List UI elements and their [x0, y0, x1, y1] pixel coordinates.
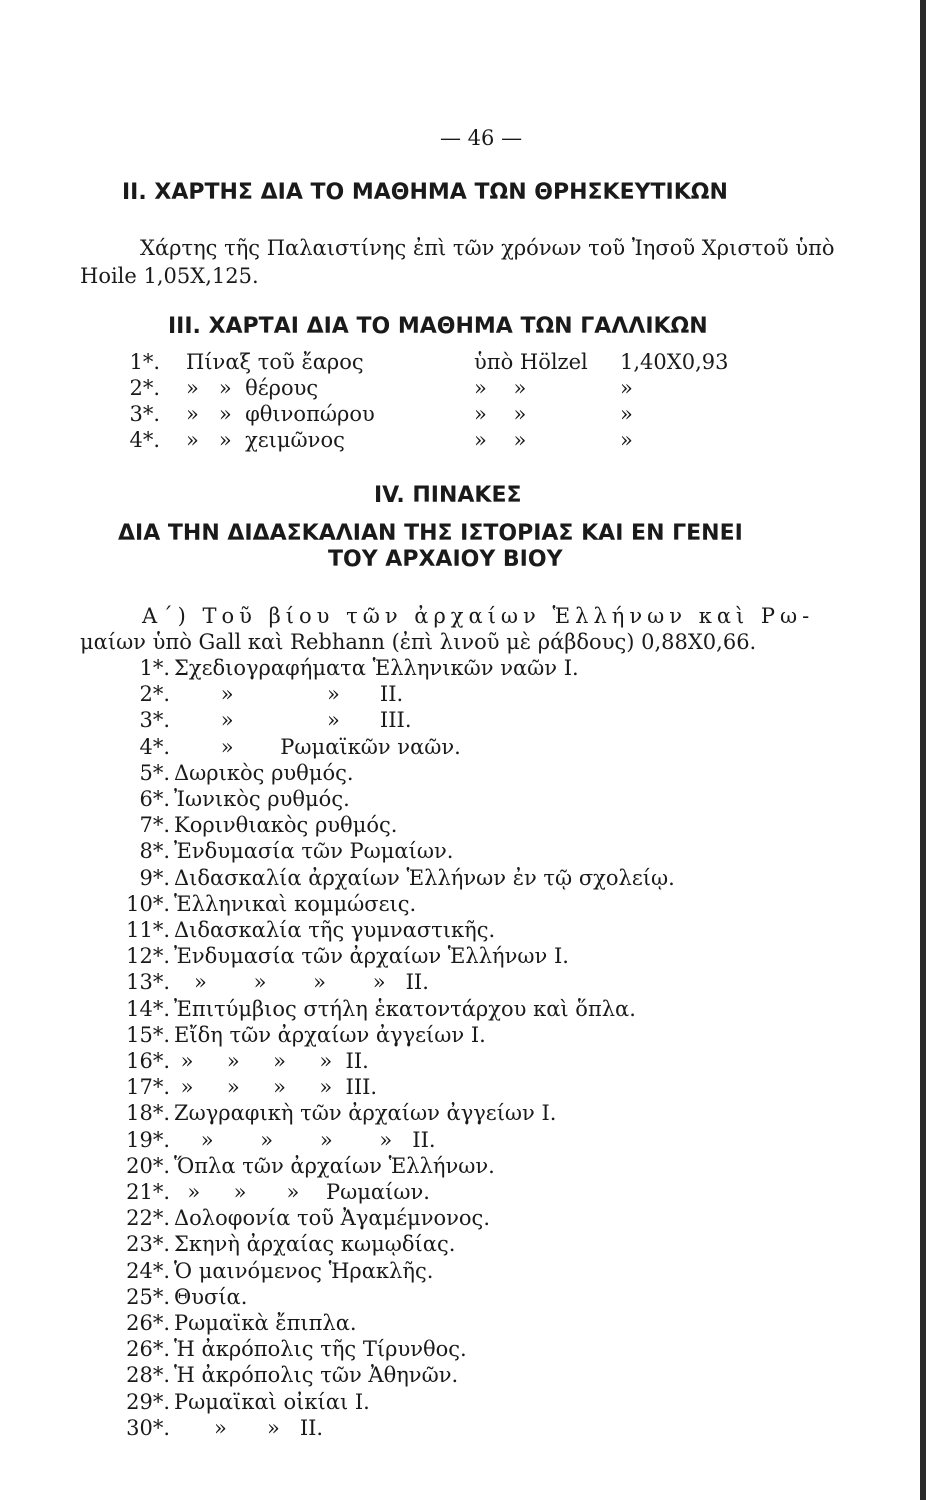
section-4-item-text: Ἐπιτύμβιος στήλη ἑκατοντάρχου καὶ ὅπλα. [174, 996, 636, 1021]
section-3-item-size: » [620, 428, 633, 452]
section-4-item-text: Ἡ ἀκρόπολις τῆς Τίρυνθος. [174, 1337, 467, 1362]
section-4-item-text: Σχεδιογραφήματα Ἑλληνικῶν ναῶν I. [174, 656, 579, 680]
section-4-item-text: Δολοφονία τοῦ Ἀγαμέμνονος. [174, 1206, 490, 1231]
section-4-item-text: » » II. [174, 1415, 324, 1440]
section-4-item-number: 19*. [126, 1127, 170, 1152]
section-2-heading: II. ΧΑΡΤΗΣ ΔΙΑ ΤΟ ΜΑΘΗΜΑ ΤΩΝ ΘΡΗΣΚΕΥΤΙΚΩΝ [122, 180, 728, 205]
section-4-item-text: Ζωγραφικὴ τῶν ἀρχαίων ἀγγείων I. [174, 1101, 557, 1126]
section-4-item-text: » » » Ρωμαίων. [174, 1180, 430, 1204]
section-3-item-author: » » [474, 428, 527, 452]
section-4-heading-line-2: ΔΙΑ ΤΗΝ ΔΙΔΑΣΚΑΛΙΑΝ ΤΗΣ ΙΣΤΟΡΙΑΣ ΚΑΙ ΕΝ ΓΕΝΕΙ [118, 521, 743, 546]
section-4-item-text: Σκηνὴ ἀρχαίας κωμῳδίας. [174, 1232, 456, 1257]
section-4-item-text: » Ρωμαϊκῶν ναῶν. [174, 734, 461, 759]
section-4-item-number: 23*. [126, 1232, 170, 1257]
section-4-item-text: Διδασκαλία τῆς γυμναστικῆς. [174, 918, 496, 942]
section-4-item-number: 18*. [126, 1101, 170, 1126]
section-3-item-author: » » [474, 402, 527, 426]
section-3-item-size: 1,40X0,93 [620, 350, 729, 374]
page-edge-shadow [920, 0, 926, 1500]
section-4-item-number: 9*. [139, 865, 170, 890]
section-4-item-number: 7*. [139, 813, 170, 838]
section-4-item-number: 17*. [126, 1075, 170, 1100]
section-4-item-number: 4*. [139, 734, 170, 759]
section-4-item-text: Ἐνδυμασία τῶν Ρωμαίων. [174, 839, 454, 864]
section-4-intro-line-2: μαίων ὑπὸ Gall καὶ Rebhann (ἐπὶ λινοῦ μὲ ράβδους) 0,88X0,66. [80, 630, 757, 654]
section-4-item-number: 11*. [126, 918, 170, 942]
section-4-item-text: Κορινθιακὸς ρυθμός. [174, 813, 398, 838]
page-number: — 46 — [440, 126, 523, 150]
section-3-item-number: 2*. [129, 376, 160, 400]
section-4-item-text: Ρωμαϊκὰ ἔπιπλα. [174, 1311, 357, 1335]
section-4-item-number: 29*. [126, 1389, 170, 1414]
section-3-item-number: 4*. [129, 428, 160, 452]
section-4-item-text: » » » » II. [174, 1049, 369, 1073]
section-4-item-number: 8*. [139, 839, 170, 864]
section-4-item-number: 3*. [139, 708, 170, 733]
section-4-item-number: 10*. [126, 891, 170, 916]
section-4-item-number: 15*. [126, 1022, 170, 1047]
section-4-item-number: 24*. [126, 1258, 170, 1283]
section-4-item-text: » » » » II. [174, 970, 429, 995]
section-4-item-number: 13*. [126, 970, 170, 995]
section-4-item-number: 30*. [126, 1415, 170, 1440]
section-4-item-number: 22*. [126, 1206, 170, 1231]
section-4-item-number: 14*. [126, 996, 170, 1021]
section-4-item-text: Ὅπλα τῶν ἀρχαίων Ἑλλήνων. [174, 1153, 495, 1178]
section-3-item-number: 3*. [129, 402, 160, 426]
section-4-item-text: Ἡ ἀκρόπολις τῶν Ἀθηνῶν. [174, 1363, 459, 1388]
section-4-item-number: 6*. [139, 787, 170, 811]
section-2-line-1: Χάρτης τῆς Παλαιστίνης ἐπὶ τῶν χρόνων τοῦ Ἰησοῦ Χριστοῦ ὑπὸ [140, 236, 835, 260]
section-4-item-text: » » » » II. [174, 1127, 436, 1152]
section-4-heading-line-3: ΤΟΥ ΑΡΧΑΙΟΥ ΒΙΟΥ [328, 547, 563, 572]
section-4-item-number: 2*. [139, 682, 170, 707]
section-4-item-text: » » » » III. [174, 1075, 378, 1100]
section-4-item-text: Ὁ μαινόμενος Ἡρακλῆς. [174, 1258, 434, 1283]
section-4-item-text: Ἐνδυμασία τῶν ἀρχαίων Ἑλλήνων I. [174, 944, 569, 969]
section-4-item-number: 25*. [126, 1284, 170, 1309]
section-4-intro-line-1: Α΄) Τοῦ βίου τῶν ἀρχαίων Ἑλλήνων καὶ Ρω- [142, 604, 815, 628]
section-3-item-title: » » θέρους [186, 376, 319, 400]
section-4-item-text: Διδασκαλία ἀρχαίων Ἑλλήνων ἐν τῷ σχολείῳ. [174, 865, 675, 890]
section-4-item-number: 12*. [126, 944, 170, 969]
section-3-item-size: » [620, 402, 633, 426]
section-4-item-number: 28*. [126, 1363, 170, 1388]
section-3-item-title: » » φθινοπώρου [186, 402, 375, 426]
section-4-item-text: » » III. [174, 708, 412, 733]
section-4-item-number: 16*. [126, 1049, 170, 1073]
section-4-item-number: 20*. [126, 1153, 170, 1178]
section-2-line-2: Hoile 1,05X,125. [80, 264, 259, 288]
section-3-item-number: 1*. [129, 350, 160, 374]
section-4-item-text: Ἰωνικὸς ρυθμός. [174, 787, 350, 811]
section-4-item-number: 1*. [139, 656, 170, 680]
section-4-item-text: Εἴδη τῶν ἀρχαίων ἀγγείων I. [174, 1022, 486, 1047]
section-3-item-author: » » [474, 376, 527, 400]
section-4-item-text: Ρωμαϊκαὶ οἰκίαι I. [174, 1389, 370, 1414]
section-4-heading: IV. ΠΙΝΑΚΕΣ [374, 483, 522, 508]
section-4-item-number: 21*. [126, 1180, 170, 1204]
section-4-item-text: Ἑλληνικαὶ κομμώσεις. [174, 891, 417, 916]
section-4-item-text: » » II. [174, 682, 404, 707]
section-3-heading: III. ΧΑΡΤΑΙ ΔΙΑ ΤΟ ΜΑΘΗΜΑ ΤΩΝ ΓΑΛΛΙΚΩΝ [168, 314, 708, 339]
section-3-item-title: » » χειμῶνος [186, 428, 345, 452]
section-4-item-text: Δωρικὸς ρυθμός. [174, 760, 354, 785]
section-4-item-text: Θυσία. [174, 1284, 248, 1309]
section-4-item-number: 26*. [126, 1311, 170, 1335]
section-4-item-number: 5*. [139, 760, 170, 785]
section-3-item-title: Πίναξ τοῦ ἔαρος [186, 350, 364, 374]
section-4-item-number: 26*. [126, 1337, 170, 1362]
section-3-item-author: ὑπὸ Hölzel [474, 350, 588, 374]
section-3-item-size: » [620, 376, 633, 400]
